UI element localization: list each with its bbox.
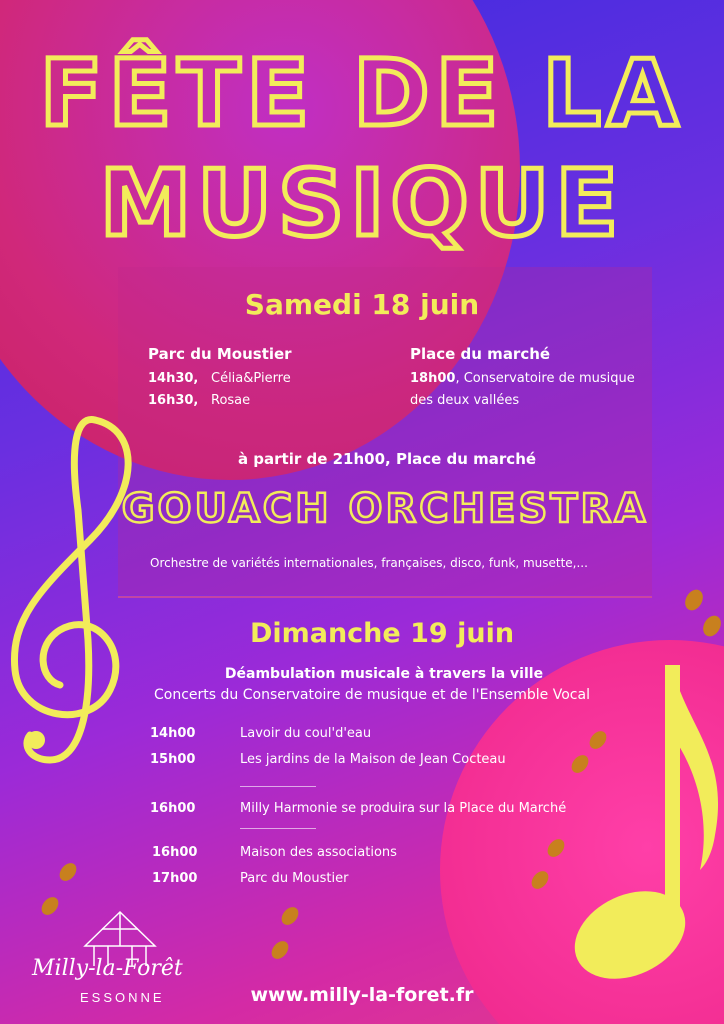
schedule-place-2: Les jardins de la Maison de Jean Cocteau [240,752,506,767]
schedule-time-5: 17h00 [152,871,198,886]
sunday-heading: Dimanche 19 juin [249,618,515,649]
venue2-line1-rest: , Conservatoire de musique [455,371,635,386]
title-line-1: FÊTE DE LA [39,40,685,147]
sunday-subtitle-2: Concerts du Conservatoire de musique et de l'Ensemble Vocal [154,687,590,703]
venue1-slot1-time: 14h30, [148,371,199,386]
venue1-slot2-performer: Rosae [211,393,251,408]
venue1-name: Parc du Moustier [148,345,292,363]
venue2-time: 18h00 [410,371,456,386]
venue2-name: Place du marché [410,345,551,363]
orchestra-description: Orchestre de variétés internationales, françaises, disco, funk, musette,... [150,556,588,570]
saturday-heading: Samedi 18 juin [244,288,480,321]
sunday-subtitle-1: Déambulation musicale à travers la ville [224,666,544,682]
logo-region-text: ESSONNE [80,990,165,1005]
venue1-slot1-performer: Célia&Pierre [211,371,291,386]
venue2-line2: des deux vallées [410,393,520,408]
schedule-place-3: Milly Harmonie se produira sur la Place du Marché [240,801,567,816]
logo-script-text: Milly-la-Forêt [32,956,183,981]
venue2-line1 [410,371,635,386]
schedule-time-1: 14h00 [150,726,196,741]
schedule-divider-1 [240,786,316,787]
evening-info: à partir de 21h00, Place du marché [237,450,537,468]
venue1-slot2-time: 16h30, [148,393,199,408]
schedule-place-5: Parc du Moustier [240,871,349,886]
title-line-2: MUSIQUE [99,150,625,257]
schedule-time-2: 15h00 [150,752,196,767]
schedule-place-4: Maison des associations [240,845,397,860]
orchestra-name: GOUACH ORCHESTRA [121,486,649,532]
schedule-divider-2 [240,828,316,829]
schedule-time-4: 16h00 [152,845,198,860]
schedule-place-1: Lavoir du coul'd'eau [240,726,372,741]
schedule-time-3: 16h00 [150,801,196,816]
website-link[interactable]: www.milly-la-foret.fr [250,984,474,1006]
